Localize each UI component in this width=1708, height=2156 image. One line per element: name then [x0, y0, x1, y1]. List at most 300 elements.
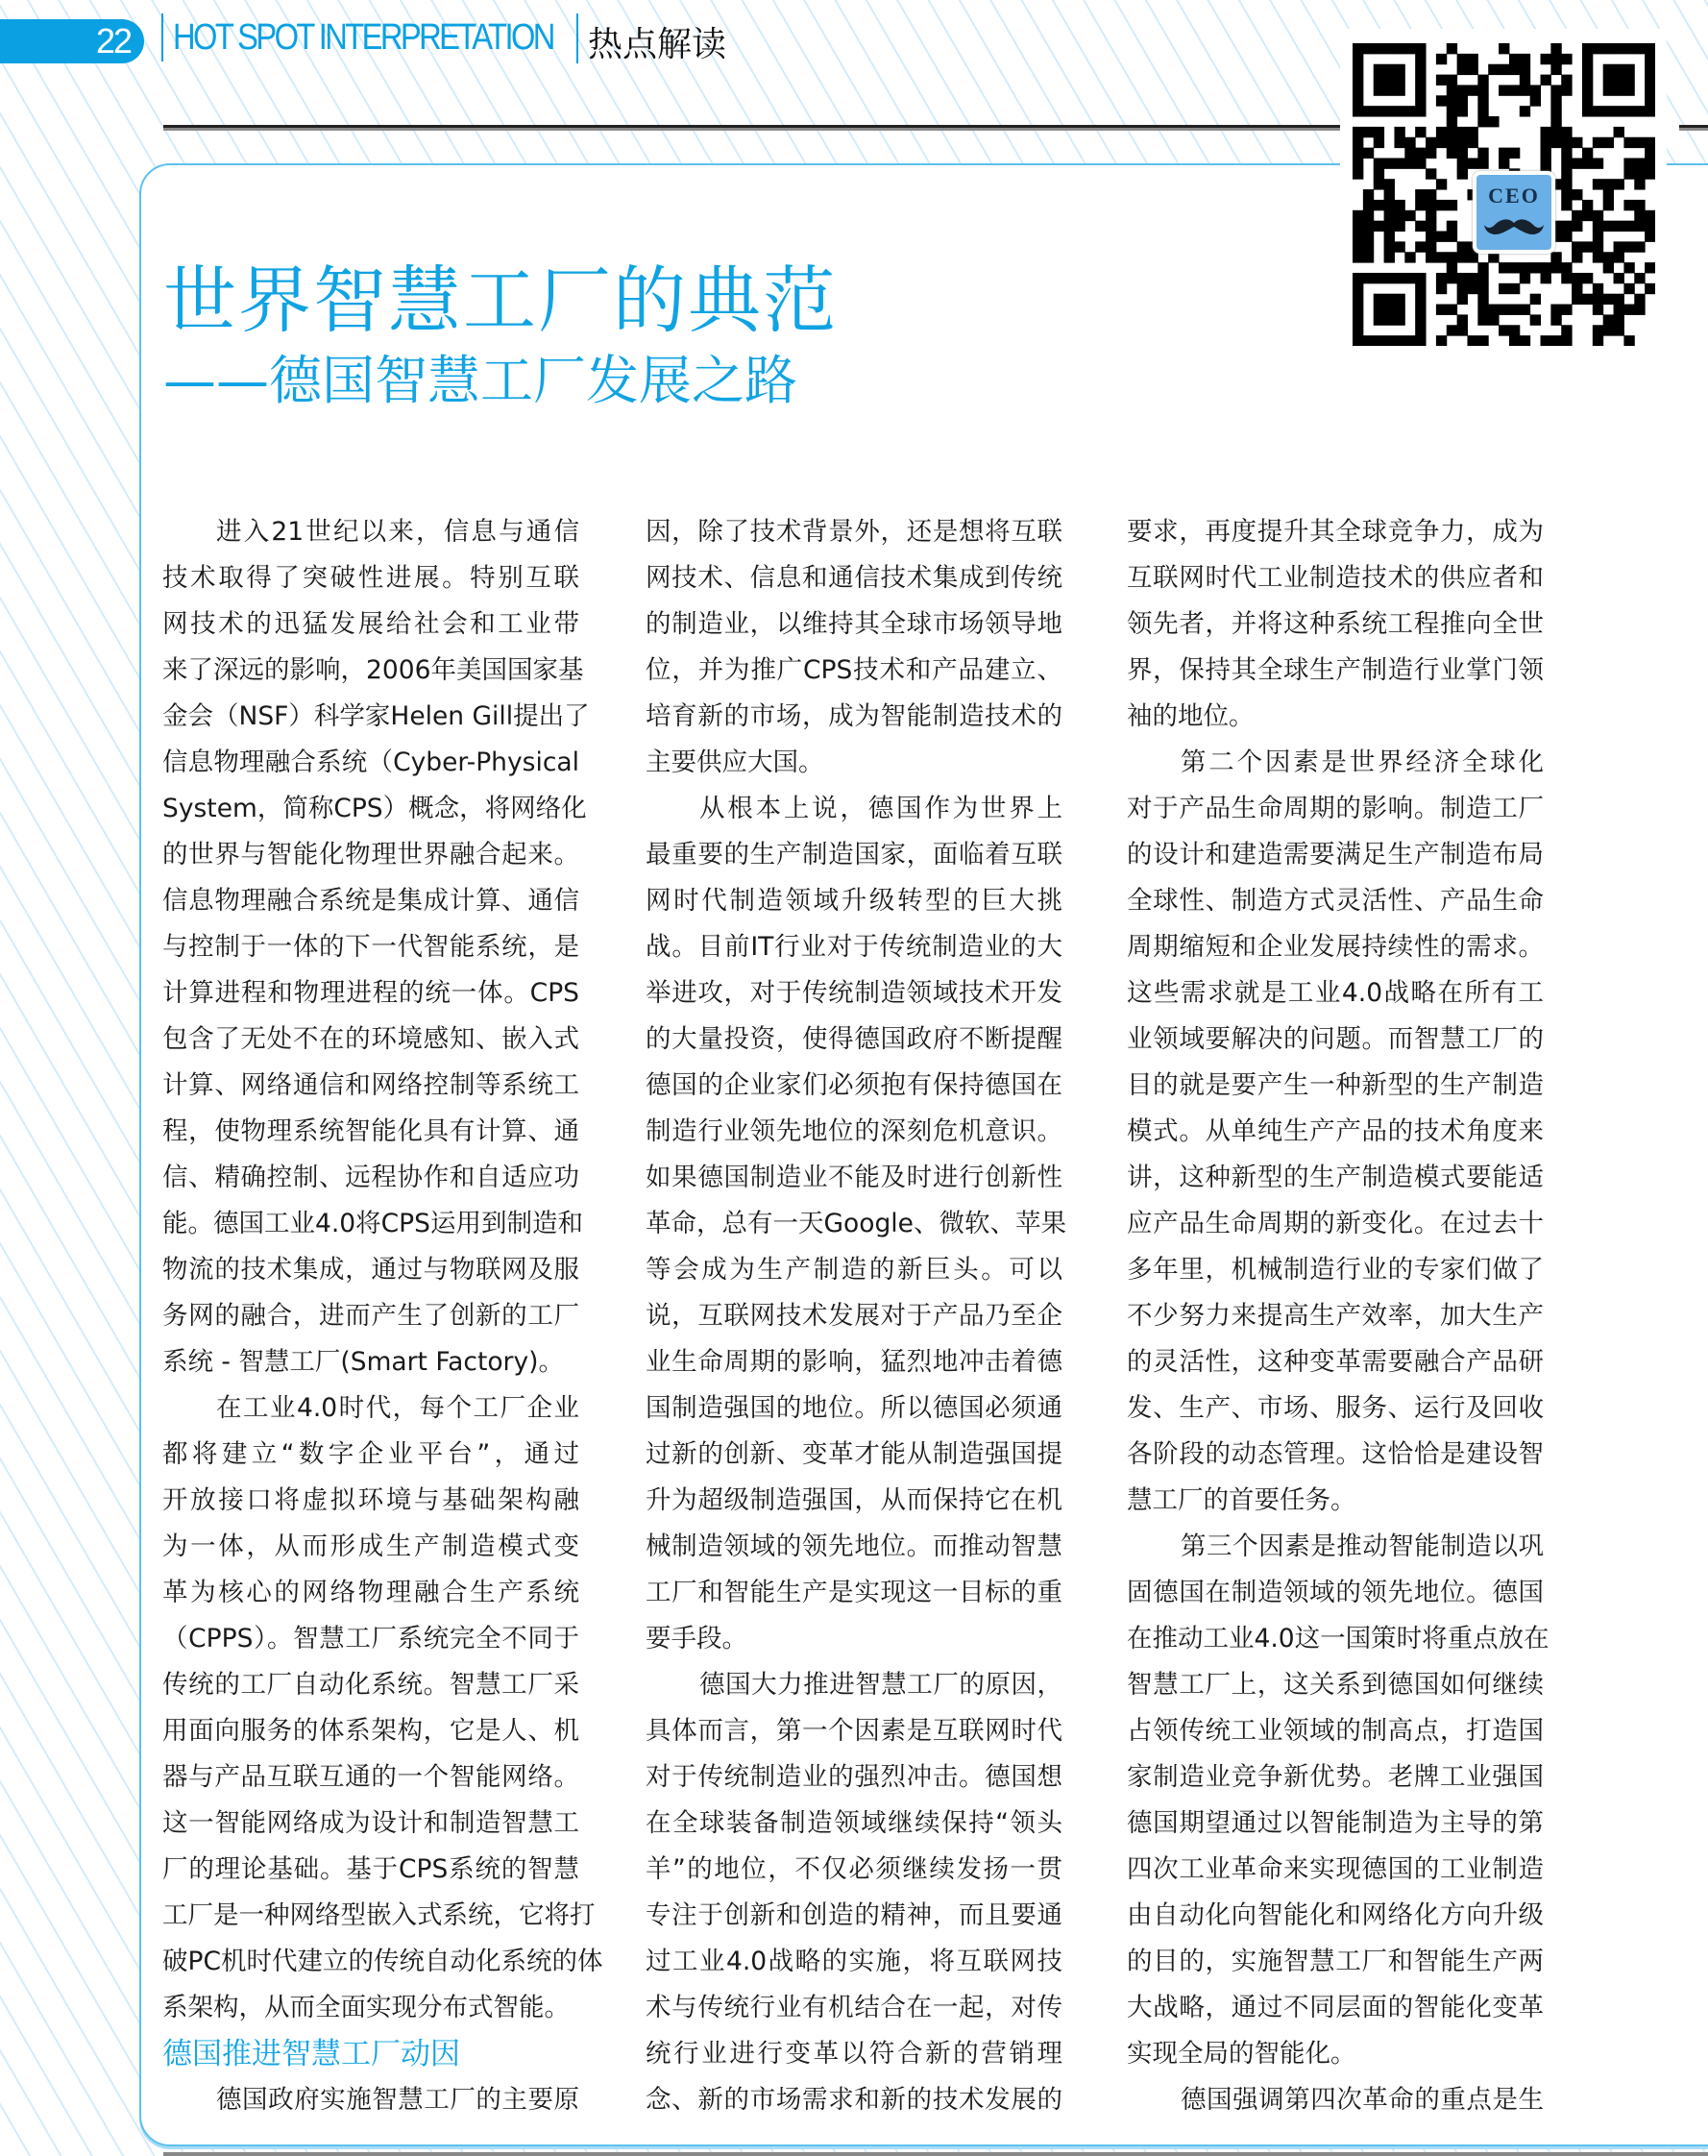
qr-module — [1477, 294, 1488, 305]
mustache-icon — [1483, 217, 1545, 238]
qr-module — [1499, 148, 1509, 159]
text-line: 过新的创新、变革才能从制造强国提 — [646, 1439, 1062, 1469]
qr-module — [1477, 283, 1488, 294]
qr-module — [1436, 179, 1447, 189]
qr-module — [1509, 85, 1520, 95]
qr-module — [1634, 210, 1645, 221]
qr-module — [1374, 335, 1384, 346]
text-line: 对于传统制造业的强烈冲击。德国想 — [646, 1762, 1062, 1792]
qr-module — [1614, 273, 1624, 283]
qr-module — [1404, 106, 1415, 116]
qr-module — [1467, 54, 1477, 64]
text-line: 技术取得了突破性进展。特别互联 — [162, 563, 579, 593]
qr-module — [1477, 335, 1488, 346]
qr-module — [1353, 221, 1363, 232]
qr-module — [1477, 95, 1488, 106]
qr-module — [1394, 241, 1404, 252]
text-line: 智慧工厂上，这关系到德国如何继续 — [1127, 1670, 1544, 1700]
qr-module — [1415, 43, 1426, 54]
qr-module — [1530, 262, 1541, 273]
text-line: 制造行业领先地位的深刻危机意识。 — [646, 1116, 1062, 1146]
qr-module — [1457, 314, 1468, 325]
qr-module — [1415, 273, 1426, 283]
qr-module — [1550, 95, 1561, 106]
qr-module — [1415, 127, 1426, 137]
qr-module — [1353, 158, 1363, 168]
text-line: 计算进程和物理进程的统一体。CPS — [162, 978, 579, 1008]
qr-module — [1436, 252, 1447, 262]
qr-module — [1363, 189, 1374, 200]
qr-module — [1447, 137, 1457, 148]
text-line: 务网的融合，进而产生了创新的工厂 — [162, 1301, 579, 1331]
text-line: 目的就是要产生一种新型的生产制造 — [1127, 1070, 1544, 1100]
qr-module — [1520, 273, 1530, 283]
qr-module — [1572, 294, 1582, 305]
qr-module — [1363, 210, 1374, 221]
page-number-badge — [0, 19, 144, 63]
qr-module — [1467, 85, 1477, 95]
qr-module — [1477, 75, 1488, 86]
qr-module — [1509, 64, 1520, 75]
qr-module — [1404, 158, 1415, 168]
qr-module — [1499, 305, 1509, 315]
footer-rule — [163, 2152, 1708, 2156]
qr-module — [1447, 43, 1457, 54]
qr-module — [1634, 305, 1645, 315]
qr-module — [1363, 335, 1374, 346]
qr-module — [1634, 179, 1645, 189]
qr-module — [1572, 221, 1582, 232]
text-line: 与控制于一体的下一代智能系统，是 — [162, 932, 579, 962]
qr-module — [1582, 210, 1593, 221]
qr-module — [1550, 85, 1561, 95]
text-line: 界，保持其全球生产制造行业掌门领 — [1127, 655, 1544, 685]
qr-module — [1353, 64, 1363, 75]
qr-module — [1415, 75, 1426, 86]
qr-module — [1415, 95, 1426, 106]
qr-module — [1394, 85, 1404, 95]
qr-module — [1415, 335, 1426, 346]
qr-module — [1457, 283, 1468, 294]
qr-module — [1593, 335, 1603, 346]
text-line: 都将建立“数字企业平台”，通过 — [162, 1439, 579, 1469]
qr-module — [1436, 137, 1447, 148]
qr-module — [1374, 305, 1384, 315]
qr-module — [1645, 148, 1655, 159]
text-line: 德国政府实施智慧工厂的主要原 — [216, 2085, 579, 2115]
qr-module — [1353, 54, 1363, 64]
text-column-2 — [646, 509, 1066, 2123]
text-line: System，简称CPS）概念，将网络化 — [162, 794, 587, 823]
qr-module — [1436, 54, 1447, 64]
qr-module — [1394, 221, 1404, 232]
qr-module — [1603, 252, 1614, 262]
qr-module — [1541, 137, 1551, 148]
qr-module — [1561, 127, 1572, 137]
text-line: 进入21世纪以来，信息与通信 — [216, 517, 579, 547]
qr-module — [1477, 314, 1488, 325]
qr-module — [1520, 335, 1530, 346]
header-divider — [161, 13, 163, 61]
text-line: 从根本上说，德国作为世界上 — [699, 794, 1062, 823]
qr-module — [1634, 273, 1645, 283]
qr-module — [1561, 200, 1572, 210]
qr-module — [1426, 232, 1436, 242]
qr-module — [1603, 314, 1614, 325]
text-line: 专注于创新和创造的精神，而且要通 — [646, 1900, 1062, 1930]
qr-module — [1415, 200, 1426, 210]
text-line: 德国大力推进智慧工厂的原因， — [699, 1670, 1062, 1700]
qr-module — [1614, 64, 1624, 75]
qr-module — [1477, 116, 1488, 127]
qr-module — [1477, 262, 1488, 273]
qr-module — [1394, 106, 1404, 116]
qr-module — [1572, 137, 1582, 148]
qr-module — [1634, 168, 1645, 179]
qr-module — [1509, 54, 1520, 64]
qr-module — [1353, 137, 1363, 148]
text-line: 德国的企业家们必须抱有保持德国在 — [646, 1070, 1062, 1100]
qr-module — [1634, 158, 1645, 168]
qr-module — [1415, 283, 1426, 294]
qr-module — [1447, 232, 1457, 242]
text-line: 在推动工业4.0这一国策时将重点放在 — [1127, 1624, 1549, 1654]
qr-module — [1384, 294, 1395, 305]
text-line: 最重要的生产制造国家，面临着互联 — [646, 840, 1062, 870]
qr-module — [1623, 158, 1634, 168]
text-line: 第三个因素是推动智能制造以巩 — [1181, 1531, 1544, 1561]
qr-module — [1457, 106, 1468, 116]
qr-module — [1457, 168, 1468, 179]
qr-module — [1582, 64, 1593, 75]
text-line: 全球性、制造方式灵活性、产品生命 — [1127, 886, 1544, 916]
qr-module — [1499, 85, 1509, 95]
article-title: 世界智慧工厂的典范 — [163, 257, 838, 343]
text-line: 厂的理论基础。基于CPS系统的智慧 — [162, 1854, 579, 1884]
qr-module — [1582, 75, 1593, 86]
qr-module — [1436, 283, 1447, 294]
text-line: 用面向服务的体系架构，它是人、机 — [162, 1716, 579, 1746]
qr-module — [1614, 252, 1624, 262]
text-column-1 — [162, 509, 603, 2123]
qr-module — [1520, 305, 1530, 315]
text-line: 说，互联网技术发展对于产品乃至企 — [646, 1301, 1062, 1331]
qr-module — [1582, 273, 1593, 283]
qr-module — [1363, 221, 1374, 232]
qr-module — [1645, 262, 1655, 273]
text-line: 的大量投资，使得德国政府不断提醒 — [646, 1024, 1062, 1054]
qr-module — [1614, 305, 1624, 315]
text-line: 物流的技术集成，通过与物联网及服 — [162, 1255, 579, 1285]
qr-module — [1384, 210, 1395, 221]
qr-module — [1550, 252, 1561, 262]
qr-module — [1499, 158, 1509, 168]
qr-module — [1520, 262, 1530, 273]
qr-module — [1603, 64, 1614, 75]
qr-module — [1603, 85, 1614, 95]
text-line: 发、生产、市场、服务、运行及回收 — [1127, 1393, 1544, 1423]
qr-module — [1593, 210, 1603, 221]
qr-module — [1509, 283, 1520, 294]
qr-module — [1467, 137, 1477, 148]
qr-module — [1447, 221, 1457, 232]
qr-module — [1582, 106, 1593, 116]
qr-module — [1384, 75, 1395, 86]
qr-module — [1394, 305, 1404, 315]
qr-module — [1363, 252, 1374, 262]
text-line: 破PC机时代建立的传统自动化系统的体 — [162, 1947, 603, 1976]
qr-module — [1623, 262, 1634, 273]
text-line: 战。目前IT行业对于传统制造业的大 — [646, 932, 1062, 962]
text-line: 模式。从单纯生产产品的技术角度来 — [1127, 1116, 1544, 1146]
qr-module — [1447, 95, 1457, 106]
qr-module — [1404, 148, 1415, 159]
qr-module — [1623, 335, 1634, 346]
qr-module — [1603, 43, 1614, 54]
qr-module — [1353, 294, 1363, 305]
qr-module — [1394, 273, 1404, 283]
text-line: 四次工业革命来实现德国的工业制造 — [1127, 1854, 1544, 1884]
text-line: 传统的工厂自动化系统。智慧工厂采 — [162, 1670, 579, 1700]
qr-module — [1614, 85, 1624, 95]
qr-module — [1634, 200, 1645, 210]
qr-module — [1572, 252, 1582, 262]
qr-module — [1384, 241, 1395, 252]
qr-module — [1394, 127, 1404, 137]
qr-module — [1561, 148, 1572, 159]
qr-module — [1415, 148, 1426, 159]
qr-module — [1541, 262, 1551, 273]
qr-code[interactable] — [1340, 29, 1667, 360]
qr-module — [1645, 137, 1655, 148]
qr-module — [1467, 283, 1477, 294]
qr-module — [1614, 241, 1624, 252]
qr-module — [1353, 314, 1363, 325]
text-line: 国制造强国的地位。所以德国必须通 — [646, 1393, 1062, 1423]
qr-module — [1447, 252, 1457, 262]
qr-module — [1447, 75, 1457, 86]
qr-module — [1384, 335, 1395, 346]
qr-module — [1374, 137, 1384, 148]
article-subtitle: ——德国智慧工厂发展之路 — [163, 350, 798, 411]
qr-module — [1572, 189, 1582, 200]
qr-module — [1436, 75, 1447, 86]
qr-module — [1363, 200, 1374, 210]
qr-module — [1623, 64, 1634, 75]
qr-module — [1457, 64, 1468, 75]
text-line: 的制造业，以维持其全球市场领导地 — [646, 609, 1062, 639]
qr-module — [1593, 137, 1603, 148]
qr-module — [1541, 54, 1551, 64]
qr-module — [1623, 168, 1634, 179]
qr-module — [1363, 241, 1374, 252]
qr-module — [1467, 64, 1477, 75]
qr-module — [1384, 85, 1395, 95]
qr-module — [1550, 106, 1561, 116]
qr-module — [1353, 210, 1363, 221]
qr-module — [1384, 273, 1395, 283]
qr-module — [1582, 158, 1593, 168]
text-line: 的世界与智能化物理世界融合起来。 — [162, 840, 579, 870]
qr-module — [1426, 189, 1436, 200]
qr-module — [1426, 137, 1436, 148]
qr-module — [1436, 305, 1447, 315]
qr-module — [1614, 127, 1624, 137]
qr-module — [1623, 241, 1634, 252]
qr-module — [1561, 168, 1572, 179]
qr-module — [1550, 127, 1561, 137]
qr-module — [1645, 85, 1655, 95]
qr-module — [1572, 273, 1582, 283]
qr-module — [1603, 221, 1614, 232]
qr-module — [1593, 158, 1603, 168]
qr-module — [1582, 294, 1593, 305]
qr-module — [1384, 314, 1395, 325]
qr-module — [1457, 294, 1468, 305]
qr-module — [1457, 127, 1468, 137]
qr-module — [1603, 262, 1614, 273]
qr-module — [1645, 168, 1655, 179]
qr-module — [1541, 148, 1551, 159]
qr-module — [1384, 64, 1395, 75]
qr-module — [1436, 335, 1447, 346]
qr-module — [1634, 137, 1645, 148]
qr-module — [1550, 305, 1561, 315]
text-line: 要手段。 — [646, 1624, 747, 1654]
qr-module — [1394, 137, 1404, 148]
qr-module — [1384, 158, 1395, 168]
qr-module — [1353, 75, 1363, 86]
qr-module — [1415, 314, 1426, 325]
qr-module — [1582, 43, 1593, 54]
text-line: （CPPS）。智慧工厂系统完全不同于 — [162, 1624, 579, 1654]
qr-module — [1384, 305, 1395, 315]
qr-module — [1404, 210, 1415, 221]
qr-module — [1541, 273, 1551, 283]
qr-module — [1509, 325, 1520, 335]
page-number: 22 — [95, 21, 131, 61]
qr-module — [1582, 85, 1593, 95]
qr-module — [1457, 54, 1468, 64]
qr-module — [1530, 95, 1541, 106]
header-divider — [576, 13, 578, 63]
qr-module — [1457, 273, 1468, 283]
qr-module — [1353, 241, 1363, 252]
qr-module — [1593, 241, 1603, 252]
qr-module — [1426, 221, 1436, 232]
text-line: 实现全局的智能化。 — [1127, 2039, 1356, 2069]
qr-module — [1353, 232, 1363, 242]
qr-module — [1561, 158, 1572, 168]
qr-module — [1561, 179, 1572, 189]
text-line: 位，并为推广CPS技术和产品建立、 — [646, 655, 1062, 685]
qr-module — [1509, 335, 1520, 346]
qr-module — [1404, 137, 1415, 148]
qr-module — [1645, 75, 1655, 86]
qr-module — [1477, 273, 1488, 283]
text-line: 这一智能网络成为设计和制造智慧工 — [162, 1808, 579, 1838]
qr-module — [1374, 221, 1384, 232]
text-line: 器与产品互联互通的一个智能网络。 — [162, 1762, 579, 1792]
qr-module — [1394, 335, 1404, 346]
text-line: 羊”的地位，不仅必须继续发扬一贯 — [646, 1854, 1062, 1884]
qr-module — [1541, 127, 1551, 137]
qr-module — [1499, 64, 1509, 75]
qr-module — [1645, 158, 1655, 168]
qr-module — [1363, 43, 1374, 54]
qr-module — [1384, 221, 1395, 232]
qr-module — [1623, 43, 1634, 54]
qr-module — [1550, 43, 1561, 54]
qr-module — [1550, 116, 1561, 127]
qr-module — [1447, 148, 1457, 159]
qr-module — [1582, 54, 1593, 64]
qr-module — [1582, 95, 1593, 106]
qr-module — [1645, 232, 1655, 242]
qr-module — [1353, 335, 1363, 346]
qr-module — [1614, 314, 1624, 325]
ceo-logo-text: CEO — [1488, 184, 1540, 208]
qr-module — [1499, 43, 1509, 54]
qr-module — [1394, 64, 1404, 75]
qr-module — [1623, 106, 1634, 116]
text-column-3 — [1127, 509, 1549, 2123]
qr-module — [1561, 335, 1572, 346]
qr-module — [1426, 200, 1436, 210]
qr-module — [1353, 106, 1363, 116]
qr-module — [1561, 262, 1572, 273]
qr-module — [1457, 95, 1468, 106]
qr-module — [1634, 221, 1645, 232]
qr-module — [1645, 95, 1655, 106]
text-line: 统行业进行变革以符合新的营销理 — [646, 2039, 1062, 2069]
qr-module — [1593, 325, 1603, 335]
qr-module — [1561, 221, 1572, 232]
text-line: 周期缩短和企业发展持续性的需求。 — [1127, 932, 1544, 962]
qr-module — [1634, 106, 1645, 116]
qr-module — [1530, 314, 1541, 325]
qr-module — [1645, 64, 1655, 75]
qr-module — [1415, 64, 1426, 75]
text-line: 具体而言，第一个因素是互联网时代 — [646, 1716, 1062, 1746]
text-line: 各阶段的动态管理。这恰恰是建设智 — [1127, 1439, 1544, 1469]
qr-module — [1477, 158, 1488, 168]
qr-module — [1550, 54, 1561, 64]
qr-module — [1436, 95, 1447, 106]
qr-module — [1614, 294, 1624, 305]
qr-module — [1353, 283, 1363, 294]
qr-module — [1374, 168, 1384, 179]
qr-module — [1488, 314, 1499, 325]
text-line: 领先者，并将这种系统工程推向全世 — [1127, 609, 1544, 639]
qr-module — [1363, 273, 1374, 283]
qr-module — [1593, 232, 1603, 242]
text-line: 由自动化向智能化和网络化方向升级 — [1127, 1900, 1544, 1930]
qr-module — [1363, 232, 1374, 242]
qr-module — [1614, 221, 1624, 232]
qr-module — [1561, 305, 1572, 315]
text-line: 要求，再度提升其全球竞争力，成为 — [1127, 517, 1544, 547]
qr-module — [1467, 335, 1477, 346]
text-line: 袖的地位。 — [1127, 701, 1255, 731]
qr-module — [1457, 252, 1468, 262]
qr-module — [1404, 252, 1415, 262]
qr-module — [1447, 127, 1457, 137]
qr-module — [1436, 200, 1447, 210]
qr-module — [1593, 294, 1603, 305]
qr-module — [1561, 189, 1572, 200]
text-line: 金会（NSF）科学家Helen Gill提出了 — [162, 701, 590, 731]
